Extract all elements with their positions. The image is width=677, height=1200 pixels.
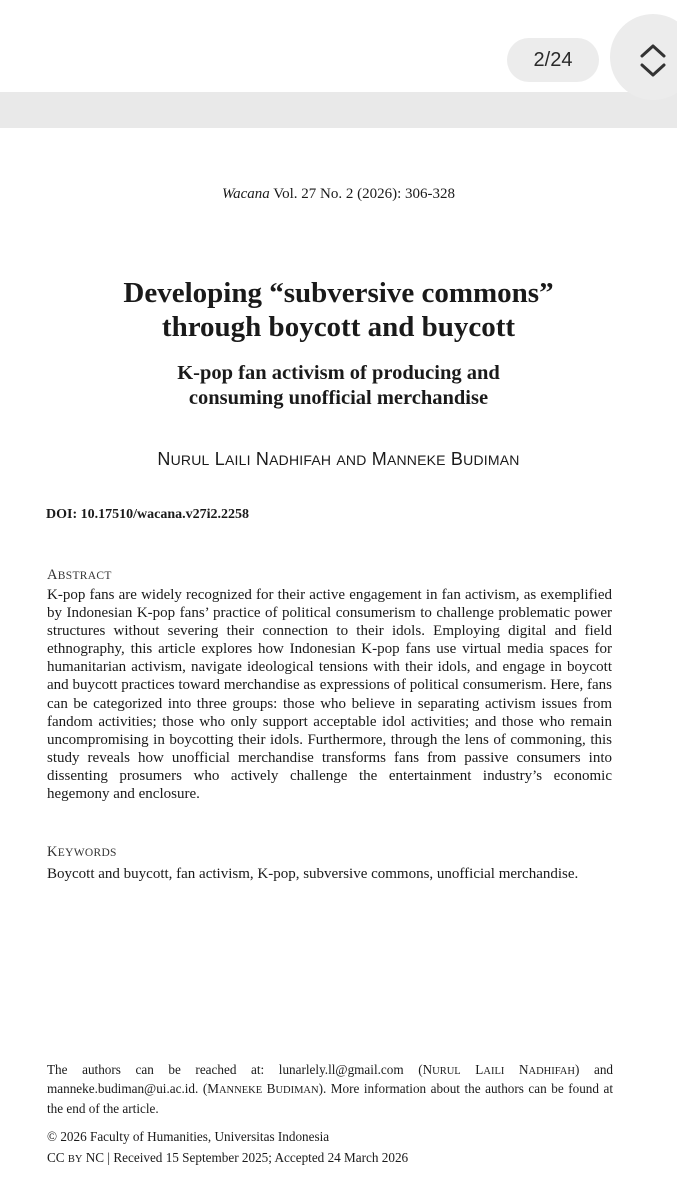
contact-prefix: The authors can be reached at: lunarlely.ll@gmail.com (	[47, 1062, 423, 1077]
article-title	[40, 276, 637, 344]
page-indicator[interactable]	[507, 38, 599, 82]
doi-line: DOI: 10.17510/wacana.v27i2.2258	[46, 507, 249, 522]
keywords-heading-text: KEYWORDS	[47, 844, 117, 860]
license-label: CC BY NC	[47, 1150, 105, 1165]
contact-author-2: MANNEKE BUDIMAN	[207, 1081, 319, 1097]
page-separator	[0, 92, 677, 128]
article-authors	[0, 449, 677, 470]
page-indicator-label: 2/24	[533, 48, 573, 71]
document-page	[0, 128, 677, 1200]
chevron-up-icon[interactable]	[642, 46, 664, 56]
journal-name: Wacana	[221, 186, 270, 202]
subtitle-line-2: consuming unofficial merchandise	[188, 387, 489, 409]
contact-middle: ) and manneke.budiman@ui.ac.id. (	[47, 1062, 614, 1097]
license-line	[47, 1150, 408, 1166]
abstract-heading-text: ABSTRACT	[47, 567, 112, 583]
copyright-line: © 2026 Faculty of Humanities, Universitas Indonesia	[47, 1129, 330, 1144]
author-contact-note	[47, 1061, 613, 1117]
article-subtitle	[90, 361, 587, 411]
contact-suffix: ). More information about the authors can be found at the end of the article.	[47, 1081, 614, 1116]
journal-header	[0, 186, 677, 203]
keywords-body: Boycott and buycott, fan activism, K-pop, subversive commons, unofficial merchandise.	[47, 866, 579, 882]
journal-issue: Vol. 27 No. 2 (2026): 306-328	[269, 186, 456, 202]
subtitle-line-1: K-pop fan activism of producing and	[177, 362, 500, 384]
keywords-heading	[47, 844, 117, 861]
authors-text: NURUL LAILI NADHIFAH AND MANNEKE BUDIMAN	[157, 449, 520, 469]
abstract-heading	[47, 567, 112, 584]
chevron-down-icon[interactable]	[642, 65, 664, 75]
abstract-body: K-pop fans are widely recognized for their active engagement in fan activism, as exemplified by Indonesian K-pop fans’ practice of political consumerism to challenge problematic power structures without severing their connection to their idols. Employing digital and field ethnography, this article explores how Indonesian K-pop fans use virtual media spaces for humanitarian activism, navigate ideological tensions with their idols, and engage in boycott and buycott practices toward merchandise as expressions of political consumerism. Here, fans can be categorized into three groups: those who believe in separating activism issues from fandom activities; those who only support acceptable idol activities; and those who remain uncompromising in boycotting their idols. Furthermore, through the lens of commoning, this study reveals how unofficial merchandise transforms fans from passive consumers into dissenting prosumers who actively challenge the entertainment industry’s economic hegemony and enclosure.	[47, 587, 612, 803]
license-dates: | Received 15 September 2025; Accepted 24 March 2026	[104, 1150, 409, 1165]
title-line-1: Developing “subversive commons”	[123, 277, 554, 309]
title-line-2: through boycott and buycott	[161, 311, 516, 343]
contact-author-1: NURUL LAILI NADHIFAH	[422, 1062, 575, 1077]
